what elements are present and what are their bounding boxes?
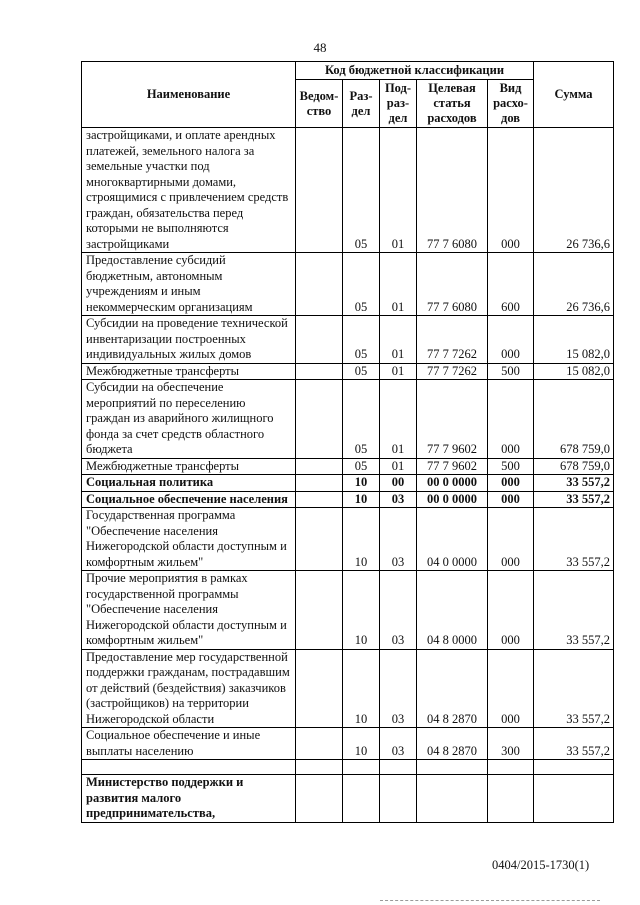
cell-name: Социальная политика (82, 475, 296, 492)
cell-podrazdel: 03 (380, 649, 417, 728)
cell-sum: 678 759,0 (534, 458, 614, 475)
cell-expense-type: 500 (488, 363, 534, 380)
cell-target-article (417, 775, 488, 823)
cell-podrazdel: 03 (380, 508, 417, 571)
cell-vedomstvo (296, 128, 343, 253)
cell-expense-type: 300 (488, 728, 534, 760)
cell-razdel: 05 (343, 253, 380, 316)
cell-target-article: 77 7 9602 (417, 458, 488, 475)
cell-vedomstvo (296, 508, 343, 571)
cell-name: Социальное обеспечение и иные выплаты населению (82, 728, 296, 760)
cell-vedomstvo (296, 491, 343, 508)
cell-podrazdel: 01 (380, 363, 417, 380)
header-podrazdel: Под- раз- дел (380, 80, 417, 128)
cell-vedomstvo (296, 649, 343, 728)
table-row (82, 475, 614, 492)
cell-razdel: 05 (343, 458, 380, 475)
cell-target-article: 77 7 9602 (417, 380, 488, 459)
cell-podrazdel: 01 (380, 458, 417, 475)
cell-sum: 678 759,0 (534, 380, 614, 459)
cell-name: застройщиками, и оплате арендных платежей, земельного налога за земельные участки под многоквартирными домами, строящимися с привлечением средств граждан, обязательства перед которыми не выполняются застройщиками (82, 128, 296, 253)
cell-expense-type (488, 775, 534, 823)
cell-razdel: 10 (343, 475, 380, 492)
table-row (82, 128, 614, 253)
table-row (82, 508, 614, 571)
cell-vedomstvo (296, 475, 343, 492)
header-sum: Сумма (534, 62, 614, 128)
cell-target-article: 04 8 2870 (417, 728, 488, 760)
scan-artifact-line (380, 900, 600, 902)
cell-target-article: 77 7 6080 (417, 128, 488, 253)
cell-vedomstvo (296, 363, 343, 380)
cell-expense-type: 000 (488, 380, 534, 459)
cell-sum: 15 082,0 (534, 316, 614, 364)
cell-razdel: 10 (343, 571, 380, 650)
cell-sum: 33 557,2 (534, 571, 614, 650)
cell-podrazdel: 01 (380, 128, 417, 253)
cell-razdel (343, 775, 380, 823)
table-row (82, 775, 614, 823)
cell-razdel: 05 (343, 380, 380, 459)
table-body (82, 128, 614, 823)
cell-name (82, 760, 296, 775)
cell-sum: 33 557,2 (534, 491, 614, 508)
table-row (82, 728, 614, 760)
header-target-article: Целевая статья расходов (417, 80, 488, 128)
table-row (82, 363, 614, 380)
cell-target-article: 77 7 6080 (417, 253, 488, 316)
cell-expense-type: 000 (488, 649, 534, 728)
cell-sum: 33 557,2 (534, 475, 614, 492)
cell-name: Государственная программа "Обеспечение населения Нижегородской области доступным и комфортным жильем" (82, 508, 296, 571)
cell-podrazdel: 01 (380, 380, 417, 459)
header-name: Наименование (82, 62, 296, 128)
cell-vedomstvo (296, 253, 343, 316)
header-expense-type: Вид расхо- дов (488, 80, 534, 128)
cell-sum: 15 082,0 (534, 363, 614, 380)
cell-podrazdel: 00 (380, 475, 417, 492)
cell-target-article: 04 0 0000 (417, 508, 488, 571)
cell-podrazdel: 03 (380, 571, 417, 650)
table-row (82, 491, 614, 508)
table-row (82, 316, 614, 364)
cell-vedomstvo (296, 728, 343, 760)
cell-name: Министерство поддержки и развития малого предпринимательства, (82, 775, 296, 823)
cell-razdel: 05 (343, 316, 380, 364)
cell-target-article (417, 760, 488, 775)
table-row (82, 649, 614, 728)
cell-expense-type (488, 760, 534, 775)
cell-expense-type: 000 (488, 316, 534, 364)
cell-target-article: 04 8 0000 (417, 571, 488, 650)
cell-target-article: 77 7 7262 (417, 363, 488, 380)
cell-razdel: 10 (343, 728, 380, 760)
cell-sum: 33 557,2 (534, 508, 614, 571)
cell-podrazdel: 01 (380, 316, 417, 364)
table-row (82, 380, 614, 459)
cell-expense-type: 000 (488, 128, 534, 253)
cell-vedomstvo (296, 760, 343, 775)
cell-target-article: 00 0 0000 (417, 475, 488, 492)
table-row (82, 458, 614, 475)
cell-expense-type: 000 (488, 475, 534, 492)
cell-sum: 33 557,2 (534, 649, 614, 728)
cell-sum: 33 557,2 (534, 728, 614, 760)
cell-razdel: 10 (343, 491, 380, 508)
cell-name: Субсидии на обеспечение мероприятий по переселению граждан из аварийного жилищного фонда за счет средств областного бюджета (82, 380, 296, 459)
header-classification-group: Код бюджетной классификации (296, 62, 534, 80)
cell-name: Субсидии на проведение технической инвентаризации построенных индивидуальных жилых домов (82, 316, 296, 364)
cell-expense-type: 000 (488, 571, 534, 650)
cell-expense-type: 500 (488, 458, 534, 475)
cell-vedomstvo (296, 458, 343, 475)
cell-razdel: 05 (343, 128, 380, 253)
cell-sum: 26 736,6 (534, 253, 614, 316)
cell-vedomstvo (296, 775, 343, 823)
cell-vedomstvo (296, 571, 343, 650)
cell-razdel: 10 (343, 508, 380, 571)
cell-vedomstvo (296, 316, 343, 364)
table-row (82, 253, 614, 316)
page-number: 48 (313, 40, 327, 55)
cell-razdel: 10 (343, 649, 380, 728)
table-header (82, 62, 614, 128)
cell-target-article: 00 0 0000 (417, 491, 488, 508)
cell-name: Социальное обеспечение населения (82, 491, 296, 508)
cell-expense-type: 000 (488, 508, 534, 571)
cell-target-article: 77 7 7262 (417, 316, 488, 364)
cell-name: Межбюджетные трансферты (82, 458, 296, 475)
cell-vedomstvo (296, 380, 343, 459)
cell-name: Прочие мероприятия в рамках государственной программы "Обеспечение населения Нижегородской области доступным и комфортным жильем" (82, 571, 296, 650)
cell-podrazdel: 03 (380, 728, 417, 760)
cell-podrazdel (380, 775, 417, 823)
cell-razdel: 05 (343, 363, 380, 380)
header-razdel: Раз- дел (343, 80, 380, 128)
cell-sum (534, 775, 614, 823)
cell-podrazdel: 01 (380, 253, 417, 316)
cell-sum: 26 736,6 (534, 128, 614, 253)
table-row (82, 571, 614, 650)
cell-podrazdel (380, 760, 417, 775)
header-vedomstvo: Ведом- ство (296, 80, 343, 128)
cell-expense-type: 000 (488, 491, 534, 508)
budget-classification-table (81, 61, 614, 823)
table-row (82, 760, 614, 775)
cell-target-article: 04 8 2870 (417, 649, 488, 728)
cell-expense-type: 600 (488, 253, 534, 316)
cell-podrazdel: 03 (380, 491, 417, 508)
cell-sum (534, 760, 614, 775)
cell-name: Предоставление субсидий бюджетным, автономным учреждениям и иным некоммерческим организациям (82, 253, 296, 316)
cell-name: Межбюджетные трансферты (82, 363, 296, 380)
cell-razdel (343, 760, 380, 775)
document-code: 0404/2015-1730(1) (492, 858, 590, 872)
cell-name: Предоставление мер государственной поддержки гражданам, пострадавшим от действий (бездействия) заказчиков (застройщиков) на территории Нижегородской области (82, 649, 296, 728)
